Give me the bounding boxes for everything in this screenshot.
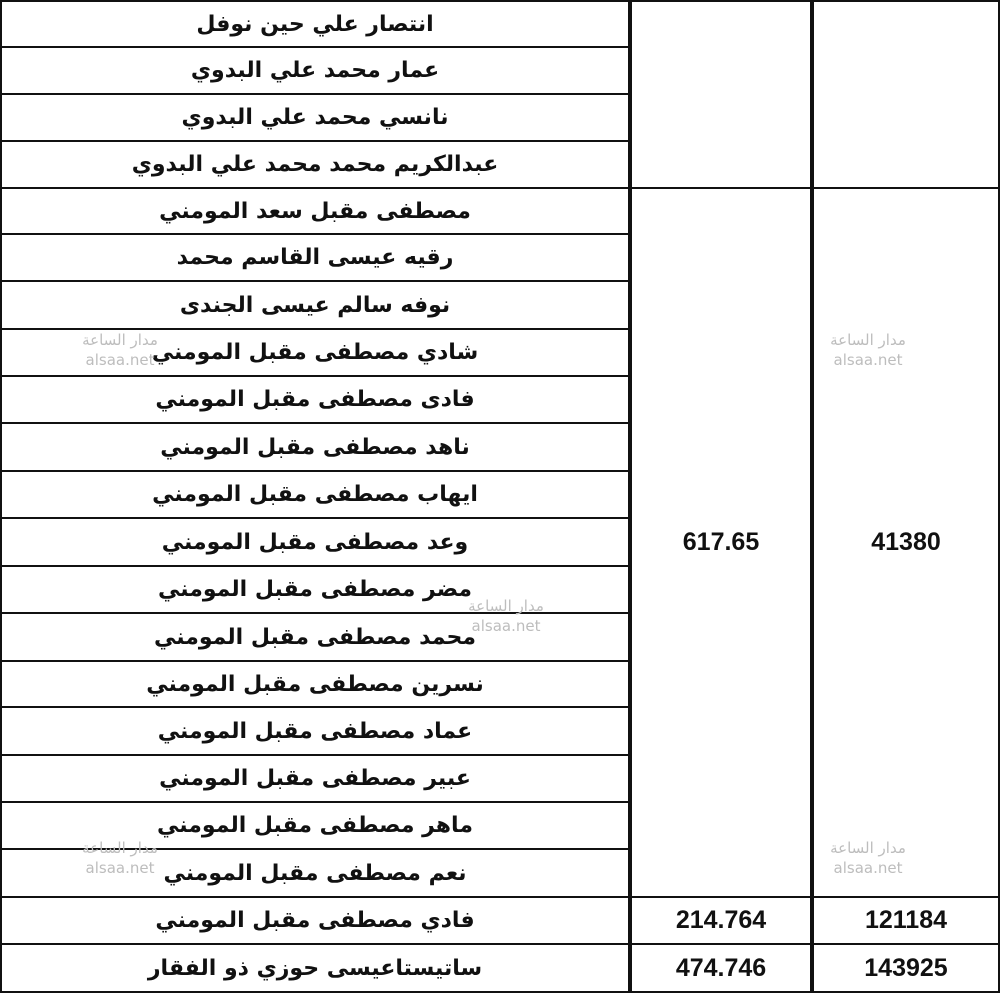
name-cell bbox=[0, 280, 630, 330]
value-cell-text: 214.764 bbox=[675, 906, 767, 934]
watermark-arabic: مدار الساعة bbox=[830, 839, 906, 857]
watermark-latin: alsaa.net bbox=[85, 351, 155, 369]
name-cell bbox=[0, 233, 630, 282]
watermark-arabic: مدار الساعة bbox=[468, 597, 544, 615]
name-cell-text: نعم مصطفى مقبل المومني bbox=[163, 860, 467, 886]
watermark-latin: alsaa.net bbox=[85, 859, 155, 877]
name-cell-text: فادى مصطفى مقبل المومني bbox=[155, 387, 475, 412]
name-cell-text: شادي مصطفى مقبل المومني bbox=[151, 340, 479, 365]
number-cell bbox=[812, 896, 1000, 945]
name-cell bbox=[0, 660, 630, 708]
name-cell-text: عمار محمد علي البدوي bbox=[190, 58, 440, 83]
name-cell-text: وعد مصطفى مقبل المومني bbox=[161, 529, 469, 555]
name-cell bbox=[0, 375, 630, 424]
number-cell-text: 143925 bbox=[864, 953, 948, 982]
number-cell-text: 121184 bbox=[864, 906, 948, 934]
name-cell bbox=[0, 706, 630, 756]
value-cell bbox=[630, 943, 812, 993]
number-cell bbox=[812, 943, 1000, 993]
name-cell bbox=[0, 612, 630, 662]
name-cell bbox=[0, 565, 630, 614]
watermark-arabic: مدار الساعة bbox=[830, 331, 906, 349]
name-cell-text: نسرين مصطفى مقبل المومني bbox=[146, 671, 484, 697]
name-cell bbox=[0, 896, 630, 945]
name-cell-text: ناهد مصطفى مقبل المومني bbox=[160, 434, 470, 460]
name-cell bbox=[0, 517, 630, 567]
name-cell bbox=[0, 754, 630, 803]
name-cell bbox=[0, 93, 630, 142]
value-cell bbox=[630, 187, 812, 898]
value-cell-text: 617.65 bbox=[682, 528, 760, 556]
value-cell bbox=[630, 0, 812, 189]
number-cell bbox=[812, 187, 1000, 898]
name-cell bbox=[0, 943, 630, 993]
name-cell bbox=[0, 328, 630, 377]
value-cell-text: 474.746 bbox=[675, 953, 767, 982]
name-cell bbox=[0, 470, 630, 519]
name-cell-text: ايهاب مصطفى مقبل المومني bbox=[152, 482, 478, 507]
name-cell bbox=[0, 187, 630, 235]
name-cell bbox=[0, 801, 630, 850]
name-cell-text: مصطفى مقبل سعد المومني bbox=[159, 198, 471, 224]
name-cell-text: فادي مصطفى مقبل المومني bbox=[155, 908, 475, 933]
name-cell-text: ماهر مصطفى مقبل المومني bbox=[157, 813, 473, 838]
watermark-latin: alsaa.net bbox=[833, 859, 903, 877]
name-cell-text: نانسي محمد علي البدوي bbox=[181, 105, 449, 130]
name-cell-text: نوفه سالم عيسى الجندى bbox=[179, 292, 451, 318]
name-cell bbox=[0, 422, 630, 472]
watermark-arabic: مدار الساعة bbox=[82, 331, 158, 349]
name-cell-text: انتصار علي حين نوفل bbox=[196, 11, 434, 37]
name-cell-text: مضر مصطفى مقبل المومني bbox=[157, 577, 473, 602]
name-cell bbox=[0, 46, 630, 95]
number-cell-text: 41380 bbox=[871, 528, 941, 556]
name-cell bbox=[0, 0, 630, 48]
name-cell bbox=[0, 848, 630, 898]
name-cell-text: عبير مصطفى مقبل المومني bbox=[159, 766, 471, 791]
name-cell bbox=[0, 140, 630, 189]
value-cell bbox=[630, 896, 812, 945]
watermark-latin: alsaa.net bbox=[471, 617, 541, 635]
number-cell bbox=[812, 0, 1000, 189]
name-cell-text: عبدالكريم محمد محمد علي البدوي bbox=[131, 152, 499, 177]
watermark-latin: alsaa.net bbox=[833, 351, 903, 369]
name-cell-text: محمد مصطفى مقبل المومني bbox=[154, 624, 477, 650]
name-cell-text: ساتيستاعيسى حوزي ذو الفقار bbox=[147, 955, 483, 981]
name-cell-text: رقيه عيسى القاسم محمد bbox=[176, 245, 454, 270]
watermark-arabic: مدار الساعة bbox=[82, 839, 158, 857]
name-cell-text: عماد مصطفى مقبل المومني bbox=[157, 718, 473, 744]
